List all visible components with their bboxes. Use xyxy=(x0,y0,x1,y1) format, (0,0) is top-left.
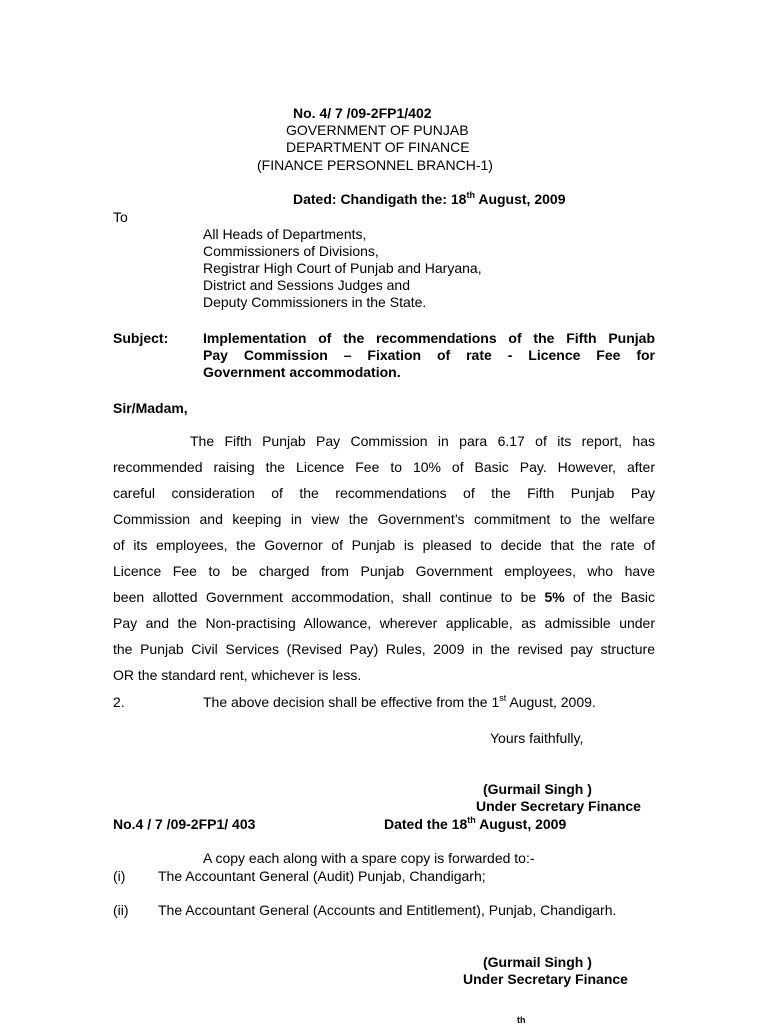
body-line: Commission and keeping in view the Government’s commitment to the welfare xyxy=(113,511,655,527)
salutation: Sir/Madam, xyxy=(113,400,188,416)
to-label: To xyxy=(113,209,128,225)
body-line: careful consideration of the recommendations of the Fifth Punjab Pay xyxy=(113,485,655,501)
subject-line: Pay Commission – Fixation of rate - Licence Fee for xyxy=(203,347,655,363)
copy-item-text: The Accountant General (Accounts and Entitlement), Punjab, Chandigarh. xyxy=(158,902,617,918)
copy-item-number: (i) xyxy=(113,868,126,884)
para2-number: 2. xyxy=(113,694,125,710)
forwarding-intro: A copy each along with a spare copy is forwarded to:- xyxy=(203,850,535,866)
endorsement-file-number: No.4 / 7 /09-2FP1/ 403 xyxy=(113,816,256,832)
body-line: been allotted Government accommodation, shall continue to be 5% of the Basic xyxy=(113,589,655,605)
dated-line: Dated: Chandigath the: 18th August, 2009 xyxy=(293,190,566,207)
recipient-item: Deputy Commissioners in the State. xyxy=(203,294,427,310)
body-line: the Punjab Civil Services (Revised Pay) Rules, 2009 in the revised pay structure xyxy=(113,641,655,657)
department-heading: DEPARTMENT OF FINANCE xyxy=(286,139,470,155)
body-line: Pay and the Non-practising Allowance, wherever applicable, as admissible under xyxy=(113,615,655,631)
signatory-name: (Gurmail Singh ) xyxy=(483,954,592,970)
endorsement-date: Dated the 18th August, 2009 xyxy=(384,815,567,832)
government-heading: GOVERNMENT OF PUNJAB xyxy=(286,122,469,138)
subject-text xyxy=(203,330,655,381)
body-line: Licence Fee to be charged from Punjab Government employees, who have xyxy=(113,563,655,579)
closing: Yours faithfully, xyxy=(490,730,584,746)
recipient-item: All Heads of Departments, xyxy=(203,226,367,242)
body-line: OR the standard rent, whichever is less. xyxy=(113,667,362,683)
recipient-item: District and Sessions Judges and xyxy=(203,277,410,293)
footer-fragment: th xyxy=(517,1015,526,1025)
subject-label: Subject: xyxy=(113,330,169,346)
subject-line: Implementation of the recommendations of the Fifth Punjab xyxy=(203,330,655,346)
subject-line: Government accommodation. xyxy=(203,364,401,380)
file-number: No. 4/ 7 /09-2FP1/402 xyxy=(293,105,432,121)
body-line: recommended raising the Licence Fee to 10% of Basic Pay. However, after xyxy=(113,459,655,475)
branch-heading: (FINANCE PERSONNEL BRANCH-1) xyxy=(257,157,493,173)
recipient-item: Commissioners of Divisions, xyxy=(203,243,379,259)
signatory-title: Under Secretary Finance xyxy=(476,798,641,814)
para2-text: The above decision shall be effective from the 1st August, 2009. xyxy=(203,693,596,710)
copy-item-number: (ii) xyxy=(113,902,129,918)
recipient-item: Registrar High Court of Punjab and Haryana, xyxy=(203,260,482,276)
body-line: The Fifth Punjab Pay Commission in para 6.17 of its report, has xyxy=(190,433,655,449)
body-paragraph xyxy=(113,428,655,688)
recipient-list xyxy=(203,226,482,311)
signatory-name: (Gurmail Singh ) xyxy=(483,781,592,797)
signatory-title: Under Secretary Finance xyxy=(463,971,628,987)
body-line: of its employees, the Governor of Punjab is pleased to decide that the rate of xyxy=(113,537,655,553)
copy-item-text: The Accountant General (Audit) Punjab, Chandigarh; xyxy=(158,868,486,884)
